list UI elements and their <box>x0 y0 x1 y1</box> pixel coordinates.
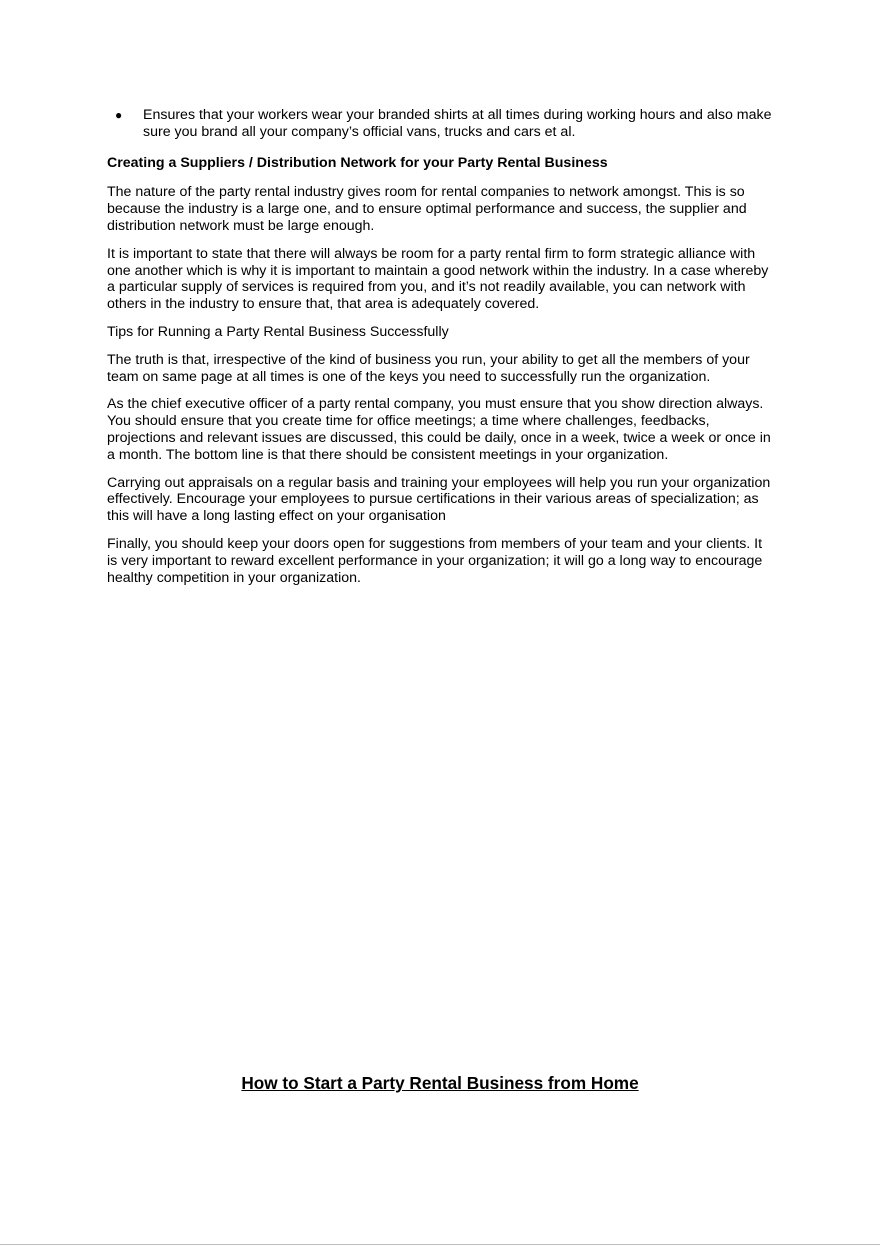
page-title-footer: How to Start a Party Rental Business from Home <box>241 1073 639 1093</box>
page-divider <box>0 1244 880 1245</box>
document-body <box>107 107 775 597</box>
section-heading-tips: Tips for Running a Party Rental Business Successfully <box>107 323 449 340</box>
paragraph: Finally, you should keep your doors open for suggestions from members of your team and your clients. It is very important to reward excellent performance in your organization; it will go a long way to encourage healthy competition in your organization. <box>107 535 763 586</box>
paragraph: As the chief executive officer of a party rental company, you must ensure that you show direction always. You should ensure that you create time for office meetings; a time where challenges, feedbacks, projections and relevant issues are discussed, this could be daily, once in a week, twice a week or once in a month. The bottom line is that there should be consistent meetings in your organization. <box>107 396 771 463</box>
bullet-icon: ● <box>115 108 123 122</box>
paragraph: Carrying out appraisals on a regular basis and training your employees will help you run your organization effectively. Encourage your employees to pursue certifications in their various areas of specialization; as this will have a long lasting effect on your organisation <box>107 474 771 525</box>
paragraph: The nature of the party rental industry gives room for rental companies to network amongst. This is so because the industry is a large one, and to ensure optimal performance and success, the supplier and distribution network must be large enough. <box>107 184 747 234</box>
paragraph: It is important to state that there will always be room for a party rental firm to form strategic alliance with one another which is why it is important to maintain a good network within the industry. In a case whereby a particular supply of services is required from you, and it’s not readily available, you can network with others in the industry to ensure that, that area is adequately covered. <box>107 245 769 313</box>
bullet-text: Ensures that your workers wear your branded shirts at all times during working hours and also make sure you brand all your company’s official vans, trucks and cars et al. <box>143 107 772 140</box>
bullet-list-item <box>107 107 775 141</box>
paragraph: The truth is that, irrespective of the kind of business you run, your ability to get all the members of your team on same page at all times is one of the keys you need to successfully run the organization. <box>107 351 750 385</box>
section-heading-suppliers: Creating a Suppliers / Distribution Network for your Party Rental Business <box>107 154 608 171</box>
